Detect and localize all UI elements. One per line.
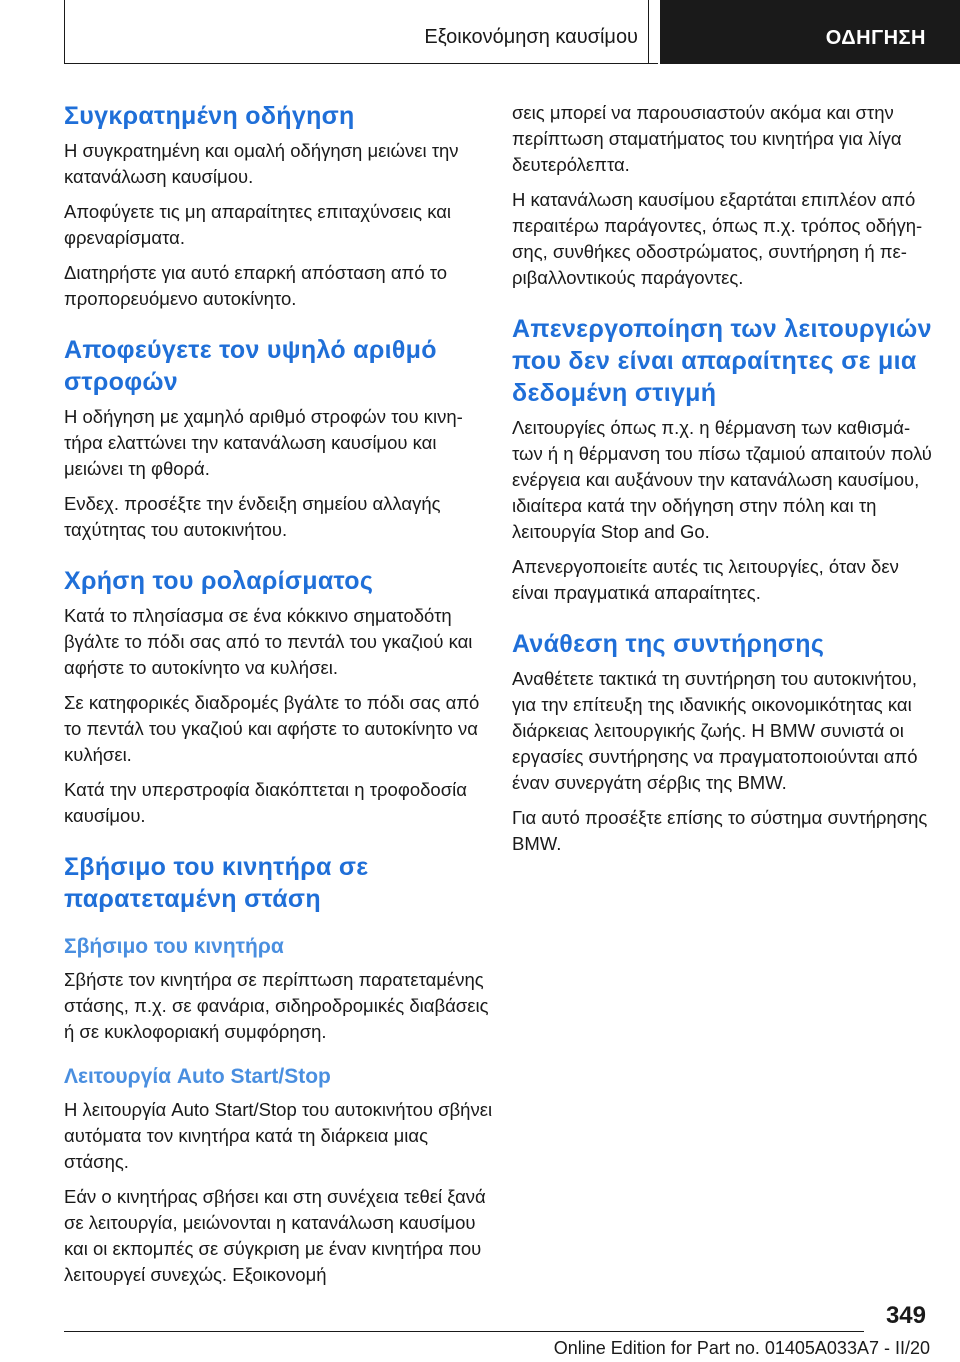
paragraph: Κατά το πλησίασμα σε ένα κόκκινο σηματοδότη βγάλτε το πόδι σας από το πεντάλ του γκαζιού και αφήστε το αυτοκίνητο να κυλήσει. xyxy=(64,605,473,678)
paragraph: Αναθέτετε τακτικά τη συντήρηση του αυτοκινήτου, για την επίτευξη της ιδανικής οικονομικότητας και διάρκειας λειτουργικής ζωής. Η BMW συνιστά οι εργασίες συντήρησης να πραγματοποιούνται από έναν συνεργάτη σέρβις της BMW. xyxy=(512,668,918,793)
right-column xyxy=(512,100,932,866)
paragraph: Κατά την υπερστροφία διακόπτεται η τροφοδοσία καυσίμου. xyxy=(64,779,467,826)
heading-service: Ανάθεση της συντήρησης xyxy=(512,630,825,658)
left-column xyxy=(64,100,494,1297)
paragraph: Η κατανάλωση καυσίμου εξαρτάται επιπλέον από περαιτέρω παράγοντες, όπως π.χ. τρόπος οδήγησης, συνθήκες οδοστρώματος, συντήρηση ή περιβαλλοντικούς παράγοντες. xyxy=(512,189,923,288)
paragraph: Απενεργοποιείτε αυτές τις λειτουργίες, όταν δεν είναι πραγματικά απαραίτητες. xyxy=(512,556,899,603)
header-chapter-tab xyxy=(660,0,960,64)
subheading-engine-off: Σβήσιμο του κινητήρα xyxy=(64,935,284,958)
paragraph: Σε κατηφορικές διαδρομές βγάλτε το πόδι σας από το πεντάλ του γκαζιού και αφήστε το αυτοκίνητο να κυλήσει. xyxy=(64,692,480,765)
footer-rule xyxy=(64,1331,864,1332)
header-chapter-title: ΟΔΗΓΗΣΗ xyxy=(825,27,926,49)
header-divider xyxy=(648,0,649,64)
heading-restrained-driving: Συγκρατημένη οδήγηση xyxy=(64,102,355,130)
paragraph: σεις μπορεί να παρουσιαστούν ακόμα και στην περίπτωση σταματήματος του κινητήρα για λίγα δευτερόλεπτα. xyxy=(512,102,902,175)
footer-edition-note: Online Edition for Part no. 01405A033A7 - II/20 xyxy=(553,1338,930,1358)
heading-deactivate-functions: Απενεργοποίηση των λειτουργιών που δεν είναι απαραίτητες σε μια δεδομένη στιγμή xyxy=(512,315,932,407)
paragraph: Η λειτουργία Auto Start/Stop του αυτοκινήτου σβήνει αυτόματα τον κινητήρα κατά τη διάρκεια μιας στάσης. xyxy=(64,1099,493,1172)
heading-engine-off-long-stop: Σβήσιμο του κινητήρα σε παρατεταμένη στάση xyxy=(64,853,369,913)
paragraph: Ενδεχ. προσέξτε την ένδειξη σημείου αλλαγής ταχύτητας του αυτοκινήτου. xyxy=(64,493,441,540)
paragraph: Η συγκρατημένη και ομαλή οδήγηση μειώνει την κατανάλωση καυσίμου. xyxy=(64,140,459,187)
heading-avoid-high-rpm: Αποφεύγετε τον υψηλό αριθμό στροφών xyxy=(64,336,437,396)
paragraph: Εάν ο κινητήρας σβήσει και στη συνέχεια τεθεί ξανά σε λειτουργία, μειώνονται η κατανάλωση καυσίμου και οι εκπομπές σε σύγκριση με έναν κινητήρα που λειτουργεί συνεχώς. Εξοικονομή xyxy=(64,1186,486,1285)
paragraph: Αποφύγετε τις μη απαραίτητες επιταχύνσεις και φρεναρίσματα. xyxy=(64,201,452,248)
paragraph: Σβήστε τον κινητήρα σε περίπτωση παρατεταμένης στάσης, π.χ. σε φανάρια, σιδηροδρομικές διαβάσεις ή σε κυκλοφοριακή συμφόρηση. xyxy=(64,969,489,1042)
page-number: 349 xyxy=(885,1302,926,1329)
header-section-title: Εξοικονόμηση καυσίμου xyxy=(424,26,638,48)
paragraph: Λειτουργίες όπως π.χ. η θέρμανση των καθισμάτων ή η θέρμανση του πίσω τζαμιού απαιτούν πολύ ενέργεια και αυξάνουν την κατανάλωση καυσίμου, ιδιαίτερα κατά την οδήγηση στην πόλη και τη λειτουργία Stop and Go. xyxy=(512,417,932,542)
heading-coasting: Χρήση του ρολαρίσματος xyxy=(64,567,374,595)
header-bottom-rule xyxy=(64,63,658,64)
header-left-rule xyxy=(64,0,65,64)
paragraph: Η οδήγηση με χαμηλό αριθμό στροφών του κινητήρα ελαττώνει την κατανάλωση καυσίμου και μειώνει τη φθορά. xyxy=(64,406,463,479)
paragraph: Για αυτό προσέξτε επίσης το σύστημα συντήρησης BMW. xyxy=(512,807,928,854)
paragraph: Διατηρήστε για αυτό επαρκή απόσταση από το προπορευόμενο αυτοκίνητο. xyxy=(64,262,448,309)
subheading-auto-start-stop: Λειτουργία Auto Start/Stop xyxy=(64,1065,331,1088)
